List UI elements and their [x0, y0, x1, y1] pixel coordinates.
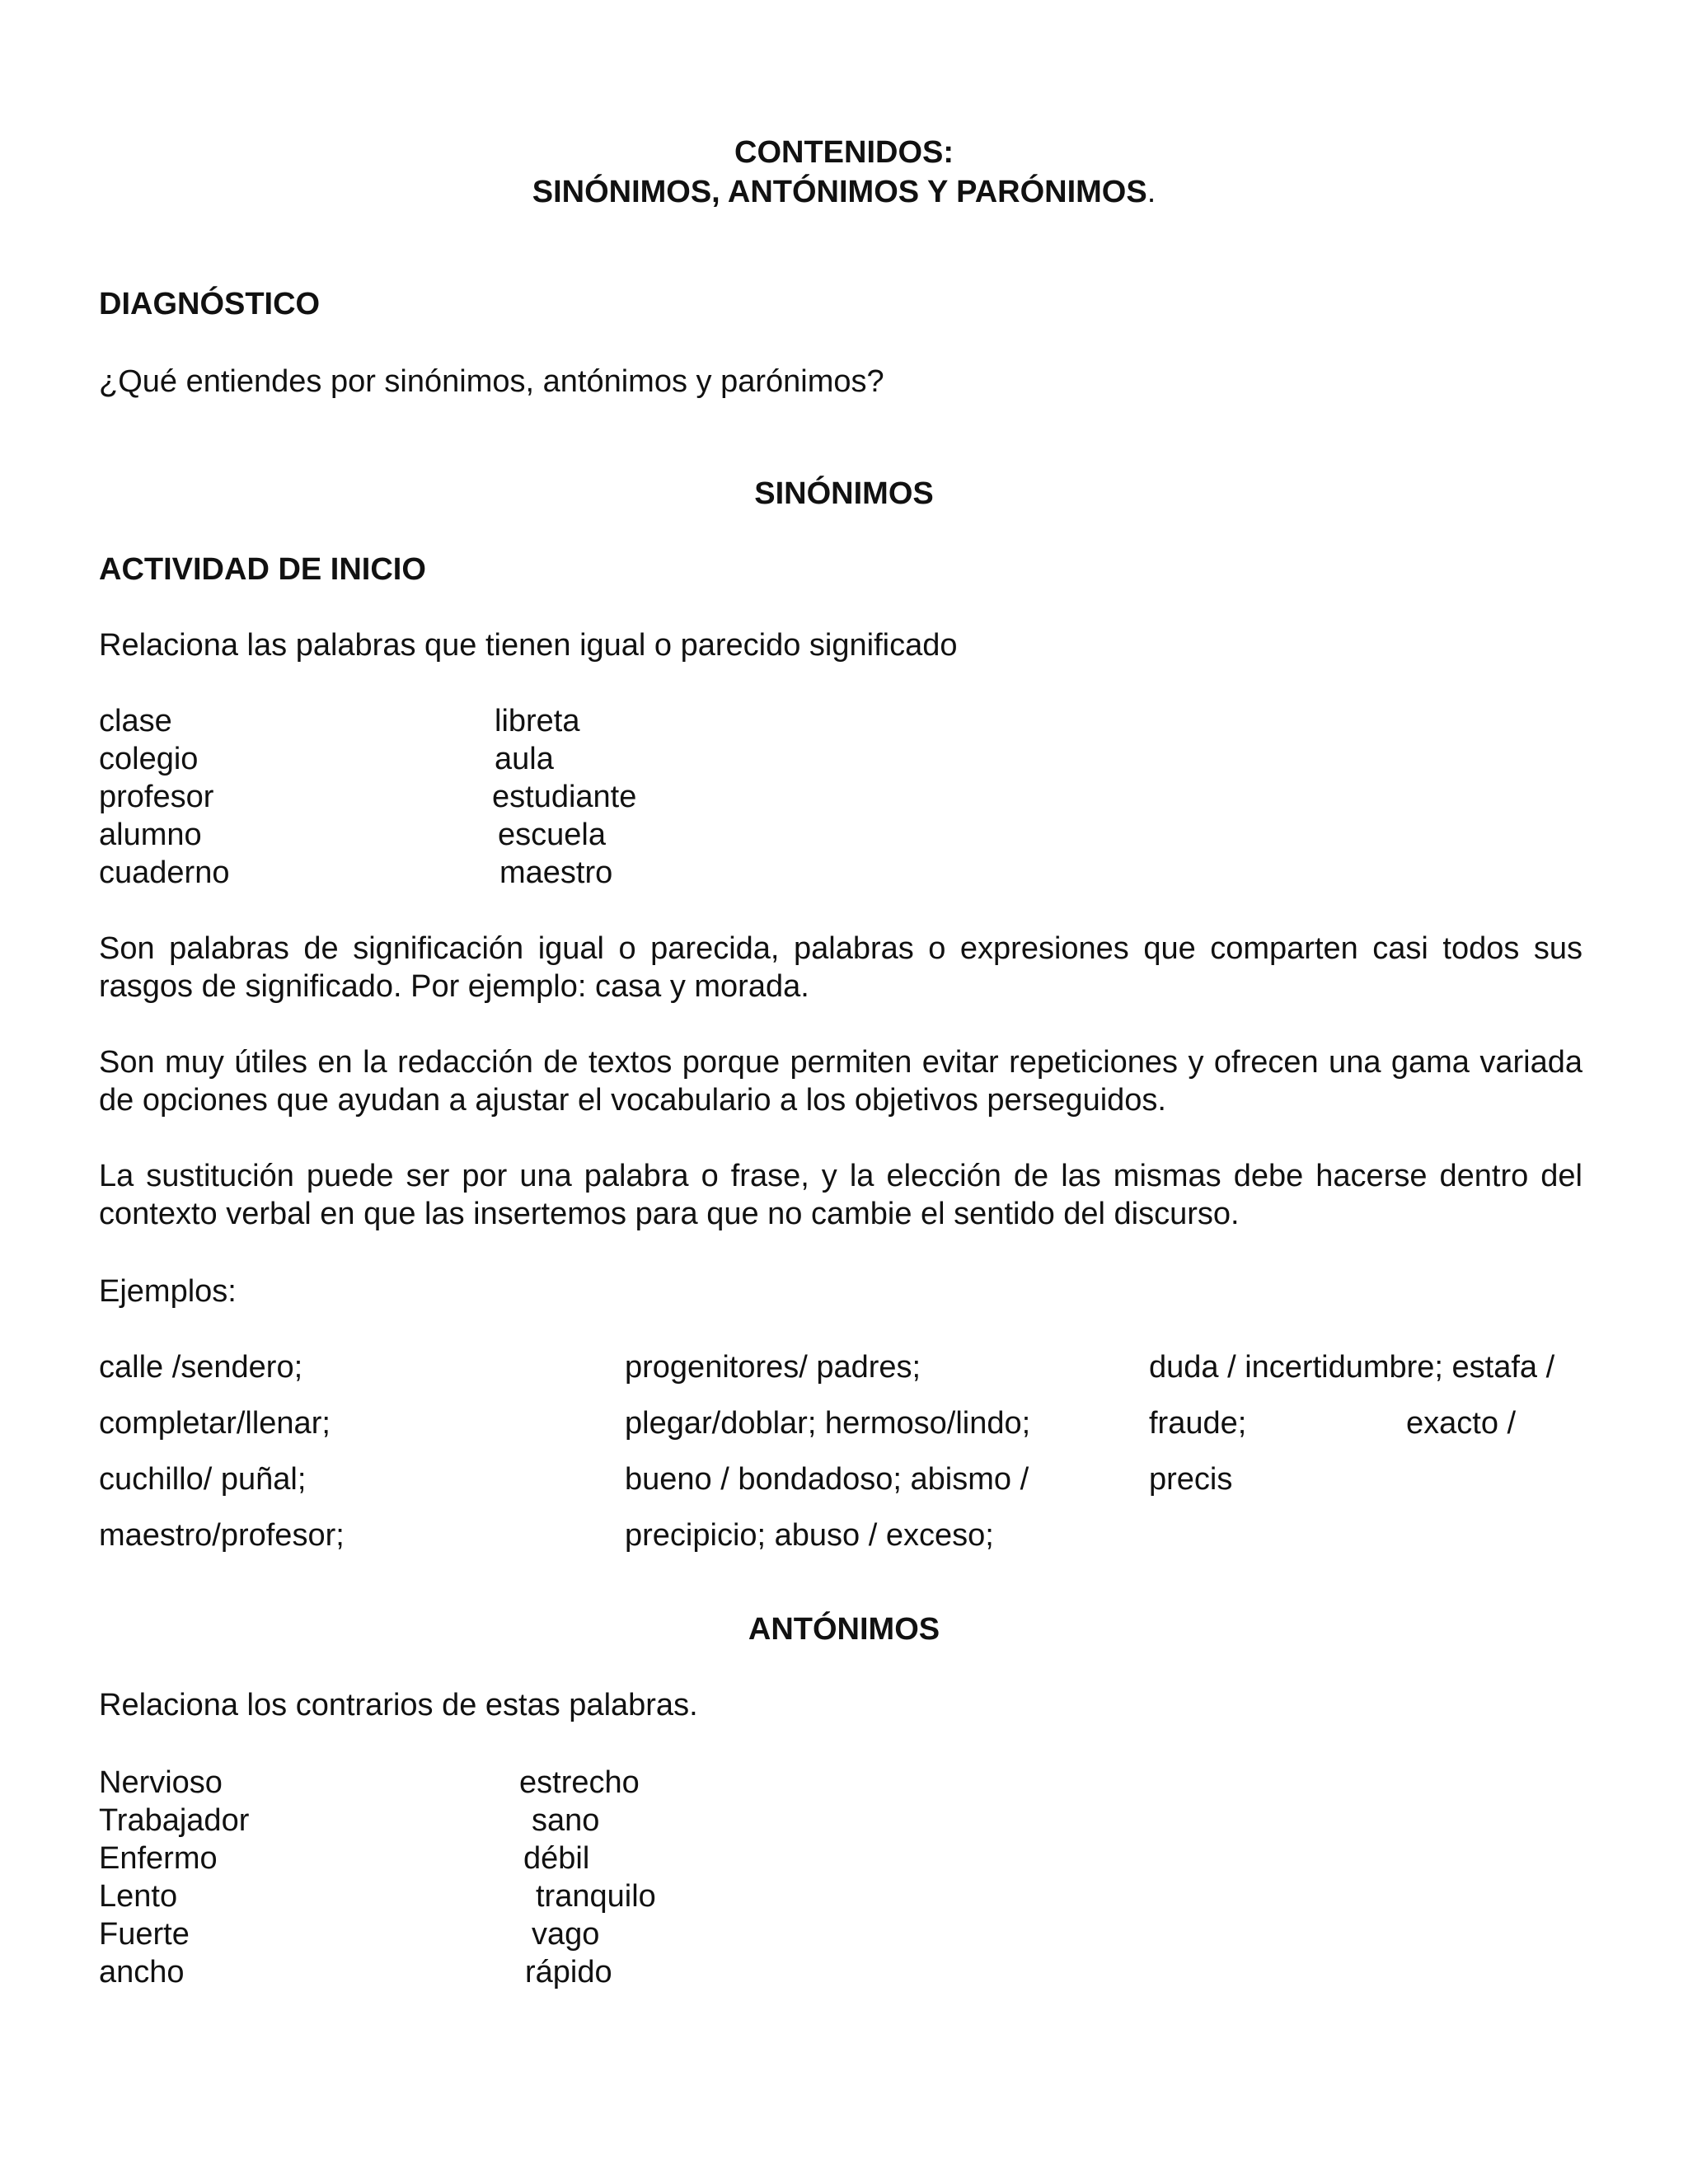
- syn-right-word: escuela: [498, 818, 606, 852]
- substitution-paragraph: La sustitución puede ser por una palabra o frase, y la elección de las mismas debe hacerse dentro del contexto verbal en que las insertemos para que no cambie el sentido del discurso.: [99, 1159, 1582, 1231]
- syn-right-word: aula: [495, 742, 554, 776]
- ant-left-word: ancho: [99, 1955, 185, 1990]
- sinonimos-heading: SINÓNIMOS: [754, 476, 934, 511]
- ant-right-word: débil: [523, 1841, 590, 1876]
- ant-left-word: Enfermo: [99, 1841, 218, 1876]
- example-item: plegar/doblar; hermoso/lindo;: [625, 1406, 1031, 1441]
- ant-left-word: Trabajador: [99, 1803, 250, 1838]
- definition-paragraph: Son palabras de significación igual o parecida, palabras o expresiones que comparten casi todos sus rasgos de significado. Por ejemplo: casa y morada.: [99, 931, 1582, 1004]
- example-item: maestro/profesor;: [99, 1518, 345, 1553]
- antonimos-heading: ANTÓNIMOS: [748, 1612, 940, 1647]
- usefulness-paragraph: Son muy útiles en la redacción de textos porque permiten evitar repeticiones y ofrecen una gama variada de opciones que ayudan a ajustar el vocabulario a los objetivos perseguidos.: [99, 1045, 1582, 1118]
- syn-right-word: maestro: [499, 855, 613, 890]
- activity-heading: ACTIVIDAD DE INICIO: [99, 552, 426, 587]
- header-topics-text: SINÓNIMOS, ANTÓNIMOS Y PARÓNIMOS: [532, 175, 1147, 209]
- diagnostico-heading: DIAGNÓSTICO: [99, 287, 321, 321]
- syn-right-word: estudiante: [492, 780, 637, 814]
- ant-right-word: rápido: [525, 1955, 612, 1990]
- example-item: cuchillo/ puñal;: [99, 1462, 307, 1497]
- syn-left-word: profesor: [99, 780, 214, 814]
- syn-left-word: colegio: [99, 742, 199, 776]
- header-contenidos: CONTENIDOS:: [734, 135, 954, 170]
- example-item: precipicio; abuso / exceso;: [625, 1518, 994, 1553]
- ant-right-word: tranquilo: [536, 1879, 656, 1914]
- header-topics: [0, 173, 1688, 211]
- header-topics-period: .: [1146, 175, 1156, 209]
- syn-left-word: clase: [99, 704, 172, 738]
- ant-left-word: Fuerte: [99, 1917, 190, 1952]
- sinonimos-instruction: Relaciona las palabras que tienen igual o parecido significado: [99, 628, 958, 663]
- examples-label: Ejemplos:: [99, 1274, 237, 1309]
- syn-left-word: cuaderno: [99, 855, 230, 890]
- example-item: calle /sendero;: [99, 1350, 303, 1385]
- syn-right-word: libreta: [495, 704, 580, 738]
- antonimos-instruction: Relaciona los contrarios de estas palabras.: [99, 1688, 698, 1722]
- ant-right-word: estrecho: [519, 1765, 640, 1800]
- example-item: fraude;: [1149, 1406, 1247, 1441]
- ant-left-word: Nervioso: [99, 1765, 223, 1800]
- example-item: completar/llenar;: [99, 1406, 331, 1441]
- example-item: bueno / bondadoso; abismo /: [625, 1462, 1029, 1497]
- example-item: progenitores/ padres;: [625, 1350, 921, 1385]
- ant-left-word: Lento: [99, 1879, 178, 1914]
- ant-right-word: sano: [532, 1803, 600, 1838]
- example-item: precis: [1149, 1462, 1233, 1497]
- diagnostico-question: ¿Qué entiendes por sinónimos, antónimos y parónimos?: [99, 364, 884, 399]
- ant-right-word: vago: [532, 1917, 600, 1952]
- example-item: exacto /: [1406, 1406, 1517, 1441]
- syn-left-word: alumno: [99, 818, 202, 852]
- example-item: duda / incertidumbre; estafa /: [1149, 1350, 1555, 1385]
